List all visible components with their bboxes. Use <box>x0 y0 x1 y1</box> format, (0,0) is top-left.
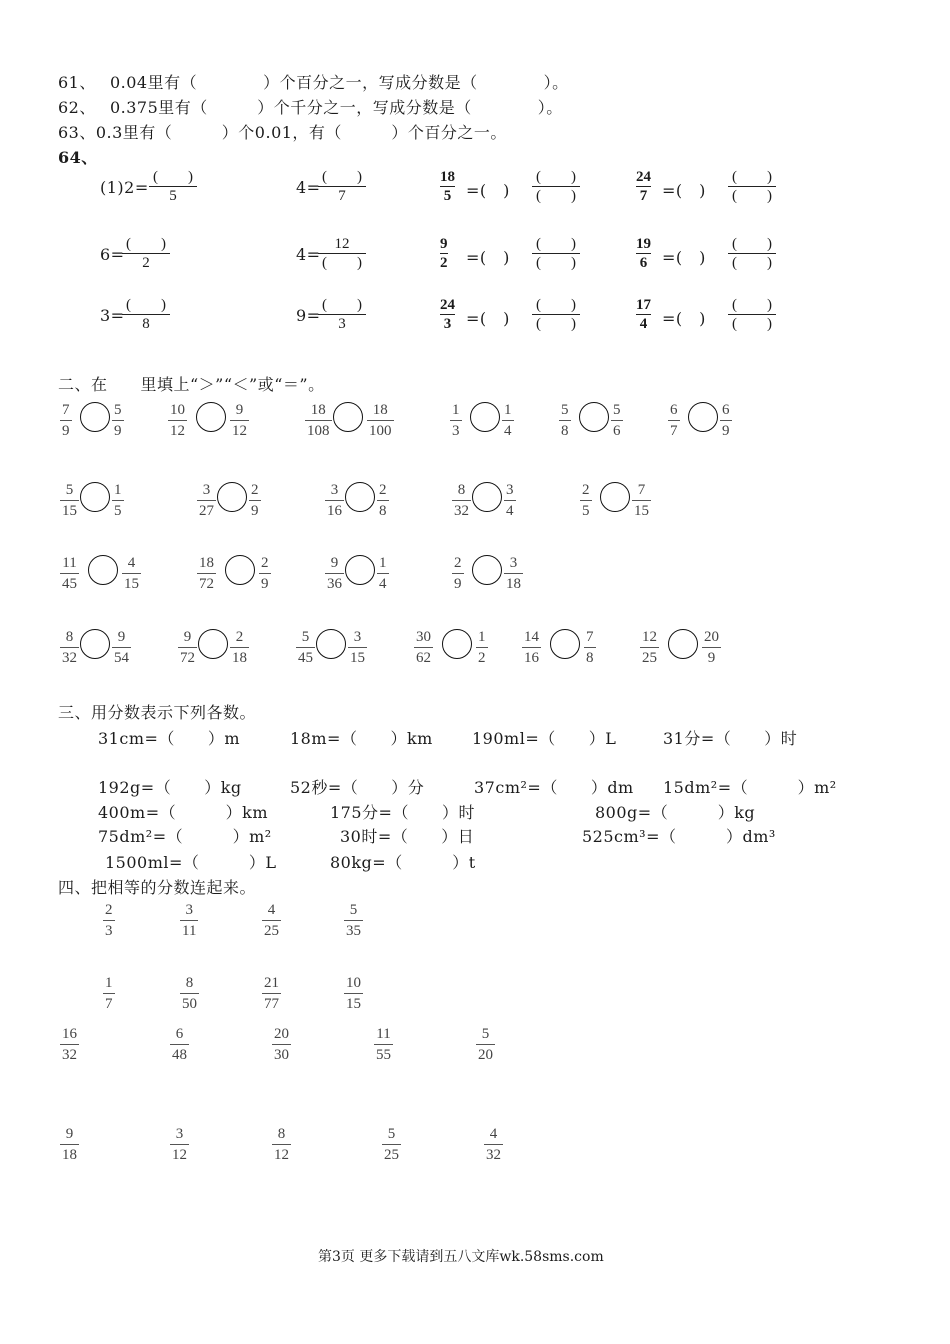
q64-answer-fraction <box>532 235 580 272</box>
match-fraction <box>262 973 281 1014</box>
q64-given-fraction <box>636 235 651 272</box>
numerator: ( ) <box>732 297 772 313</box>
q64-answer-fraction <box>728 168 776 205</box>
compare-circle <box>196 402 226 432</box>
question-62: 62、 0.375里有（ ）个千分之一，写成分数是（ ）。 <box>58 98 563 117</box>
numerator: 9 <box>440 236 448 252</box>
denominator: 62 <box>416 650 431 666</box>
denominator: 7 <box>670 423 678 439</box>
denominator: ( ) <box>732 188 772 204</box>
q64-equals-blank: =( ) <box>466 248 510 267</box>
compare-left-fraction <box>325 480 344 521</box>
denominator: 9 <box>62 423 70 439</box>
numerator: ( ) <box>126 236 166 252</box>
numerator: 9 <box>117 629 126 645</box>
compare-right-fraction <box>348 627 367 668</box>
compare-right-fraction <box>112 627 131 668</box>
denominator: 2 <box>478 650 486 666</box>
denominator: 9 <box>261 576 269 592</box>
compare-circle <box>550 629 580 659</box>
compare-left-fraction <box>668 400 680 441</box>
numerator: ( ) <box>153 169 193 185</box>
numerator: 3 <box>353 629 362 645</box>
numerator: 5 <box>481 1026 490 1042</box>
denominator: 2 <box>142 255 150 271</box>
denominator: 27 <box>199 503 214 519</box>
q64-answer-fraction <box>532 168 580 205</box>
q64-given-fraction <box>440 168 455 205</box>
compare-left-fraction <box>414 627 433 668</box>
compare-right-fraction <box>249 480 261 521</box>
denominator: 8 <box>561 423 569 439</box>
denominator: 8 <box>142 316 150 332</box>
numerator: 17 <box>636 297 651 313</box>
numerator: 9 <box>183 629 192 645</box>
compare-right-fraction <box>112 400 124 441</box>
match-fraction <box>272 1024 291 1065</box>
numerator: ( ) <box>536 236 576 252</box>
compare-right-fraction <box>367 400 394 441</box>
numerator: 3 <box>330 482 339 498</box>
denominator: 6 <box>639 255 648 271</box>
numerator: 2 <box>454 555 462 571</box>
denominator: 9 <box>454 576 462 592</box>
compare-circle <box>600 482 630 512</box>
denominator: 30 <box>274 1047 289 1063</box>
compare-left-fraction <box>522 627 541 668</box>
conversion-item: 192g=（ ）kg <box>98 778 242 797</box>
compare-circle <box>668 629 698 659</box>
numerator: 1 <box>379 555 387 571</box>
match-fraction <box>374 1024 393 1065</box>
compare-right-fraction <box>502 400 514 441</box>
denominator: 4 <box>504 423 512 439</box>
conversion-item: 190ml=（ ）L <box>472 729 617 748</box>
numerator: 11 <box>376 1026 391 1042</box>
numerator: 1 <box>114 482 122 498</box>
numerator: 2 <box>235 629 244 645</box>
compare-right-fraction <box>230 400 249 441</box>
numerator: 20 <box>274 1026 289 1042</box>
numerator: 9 <box>65 1126 74 1142</box>
compare-circle <box>345 555 375 585</box>
denominator: 45 <box>298 650 313 666</box>
q64-given-fraction <box>636 296 651 333</box>
numerator: 6 <box>670 402 678 418</box>
q64-equals-blank: =( ) <box>662 309 706 328</box>
numerator: ( ) <box>536 297 576 313</box>
conversion-item: 37cm²=（ ）dm <box>474 778 634 797</box>
numerator: 12 <box>642 629 657 645</box>
compare-right-fraction <box>377 480 389 521</box>
compare-left-fraction <box>450 400 462 441</box>
denominator: 32 <box>486 1147 501 1163</box>
numerator: 11 <box>62 555 77 571</box>
numerator: 3 <box>506 482 514 498</box>
denominator: 9 <box>114 423 122 439</box>
compare-right-fraction <box>611 400 623 441</box>
q64-answer-fraction <box>728 235 776 272</box>
denominator: 6 <box>613 423 621 439</box>
numerator: 9 <box>235 402 244 418</box>
match-fraction <box>60 1024 79 1065</box>
denominator: ( ) <box>536 188 576 204</box>
denominator: 8 <box>586 650 594 666</box>
numerator: 24 <box>440 297 455 313</box>
conversion-item: 52秒=（ ）分 <box>290 778 425 797</box>
match-fraction <box>344 973 363 1014</box>
numerator: 5 <box>613 402 621 418</box>
denominator: 72 <box>199 576 214 592</box>
numerator: 8 <box>457 482 466 498</box>
numerator: 9 <box>330 555 339 571</box>
compare-right-fraction <box>122 553 141 594</box>
conversion-item: 31分=（ ）时 <box>663 729 798 748</box>
compare-right-fraction <box>230 627 249 668</box>
denominator: 11 <box>182 923 197 939</box>
numerator: 4 <box>127 555 136 571</box>
compare-right-fraction <box>504 480 516 521</box>
numerator: 5 <box>65 482 74 498</box>
compare-left-fraction <box>60 480 79 521</box>
numerator: 8 <box>277 1126 286 1142</box>
numerator: 4 <box>267 902 276 918</box>
match-fraction <box>103 973 115 1014</box>
numerator: 2 <box>582 482 590 498</box>
match-fraction <box>484 1124 503 1165</box>
page-footer: 第3页 更多下载请到五八文库wk.58sms.com <box>318 1249 604 1265</box>
q64-equals-blank: =( ) <box>466 309 510 328</box>
denominator: 16 <box>327 503 342 519</box>
q64-answer-fraction <box>532 296 580 333</box>
denominator: 20 <box>478 1047 493 1063</box>
match-fraction <box>170 1124 189 1165</box>
compare-right-fraction <box>377 553 389 594</box>
compare-left-fraction <box>168 400 187 441</box>
compare-circle <box>472 482 502 512</box>
compare-left-fraction <box>60 400 72 441</box>
q64-lhs: 3= <box>100 306 125 325</box>
denominator: 16 <box>524 650 539 666</box>
denominator: 4 <box>506 503 514 519</box>
denominator: 50 <box>182 996 197 1012</box>
denominator: 12 <box>232 423 247 439</box>
numerator: 2 <box>379 482 387 498</box>
denominator: 32 <box>62 1047 77 1063</box>
match-fraction <box>272 1124 291 1165</box>
denominator: 8 <box>379 503 387 519</box>
denominator: 12 <box>274 1147 289 1163</box>
conversion-item: 18m=（ ）km <box>290 729 433 748</box>
compare-circle <box>345 482 375 512</box>
compare-circle <box>225 555 255 585</box>
denominator: 108 <box>307 423 330 439</box>
q64-equals-blank: =( ) <box>662 181 706 200</box>
compare-right-fraction <box>632 480 651 521</box>
conversion-item: 31cm=（ ）m <box>98 729 241 748</box>
numerator: 18 <box>440 169 455 185</box>
conversion-item: 75dm²=（ ）m² <box>98 827 272 846</box>
q64-given-fraction <box>440 296 455 333</box>
denominator: 7 <box>338 188 346 204</box>
numerator: 7 <box>586 629 594 645</box>
numerator: 24 <box>636 169 651 185</box>
match-fraction <box>180 900 198 941</box>
compare-left-fraction <box>559 400 571 441</box>
compare-right-fraction <box>720 400 732 441</box>
denominator: 3 <box>443 316 452 332</box>
conversion-item: 30时=（ ）日 <box>340 827 475 846</box>
conversion-item: 1500ml=（ ）L <box>105 853 277 872</box>
denominator: 77 <box>264 996 279 1012</box>
question-63: 63、0.3里有（ ）个0.01，有（ ）个百分之一。 <box>58 123 507 142</box>
denominator: 5 <box>114 503 122 519</box>
match-fraction <box>170 1024 189 1065</box>
compare-left-fraction <box>197 553 216 594</box>
denominator: ( ) <box>732 316 772 332</box>
compare-left-fraction <box>178 627 197 668</box>
denominator: 25 <box>264 923 279 939</box>
numerator: 18 <box>199 555 214 571</box>
compare-right-fraction <box>112 480 124 521</box>
denominator: 3 <box>452 423 460 439</box>
section-2-title: 二、在 里填上“＞”“＜”或“＝”。 <box>58 375 325 394</box>
denominator: 32 <box>62 650 77 666</box>
numerator: ( ) <box>536 169 576 185</box>
match-fraction <box>476 1024 495 1065</box>
numerator: 21 <box>264 975 279 991</box>
denominator: 32 <box>454 503 469 519</box>
numerator: 18 <box>310 402 326 418</box>
denominator: 18 <box>506 576 521 592</box>
compare-circle <box>217 482 247 512</box>
compare-circle <box>88 555 118 585</box>
question-61: 61、 0.04里有（ ）个百分之一，写成分数是（ ）。 <box>58 73 569 92</box>
compare-circle <box>442 629 472 659</box>
denominator: 72 <box>180 650 195 666</box>
denominator: 5 <box>582 503 590 519</box>
compare-right-fraction <box>504 553 523 594</box>
numerator: 3 <box>175 1126 184 1142</box>
conversion-item: 15dm²=（ ）m² <box>663 778 837 797</box>
q64-lhs: 4= <box>296 178 321 197</box>
denominator: ( ) <box>536 255 576 271</box>
denominator: 54 <box>114 650 129 666</box>
numerator: ( ) <box>732 236 772 252</box>
compare-circle <box>198 629 228 659</box>
numerator: 5 <box>114 402 122 418</box>
compare-left-fraction <box>580 480 592 521</box>
match-fraction <box>60 1124 79 1165</box>
denominator: 100 <box>369 423 392 439</box>
denominator: 12 <box>172 1147 187 1163</box>
q64-answer-fraction <box>122 296 170 333</box>
denominator: 55 <box>376 1047 391 1063</box>
match-fraction <box>103 900 115 941</box>
compare-right-fraction <box>702 627 721 668</box>
numerator: 3 <box>509 555 518 571</box>
numerator: 10 <box>170 402 185 418</box>
numerator: 6 <box>175 1026 184 1042</box>
denominator: 4 <box>639 316 648 332</box>
numerator: 20 <box>704 629 719 645</box>
compare-circle <box>470 402 500 432</box>
denominator: 25 <box>384 1147 399 1163</box>
numerator: 1 <box>504 402 512 418</box>
numerator: 1 <box>452 402 460 418</box>
denominator: 4 <box>379 576 387 592</box>
compare-right-fraction <box>259 553 271 594</box>
numerator: 3 <box>202 482 211 498</box>
q64-equals-blank: =( ) <box>662 248 706 267</box>
compare-left-fraction <box>452 553 464 594</box>
denominator: ( ) <box>322 255 362 271</box>
denominator: 36 <box>327 576 342 592</box>
denominator: 15 <box>124 576 139 592</box>
denominator: 15 <box>62 503 77 519</box>
numerator: 6 <box>722 402 730 418</box>
numerator: 19 <box>636 236 651 252</box>
section-4-title: 四、把相等的分数连起来。 <box>58 878 257 897</box>
denominator: 48 <box>172 1047 187 1063</box>
q64-answer-fraction <box>149 168 197 205</box>
q64-answer-fraction <box>318 235 366 272</box>
q64-given-fraction <box>636 168 651 205</box>
denominator: 15 <box>346 996 361 1012</box>
numerator: 5 <box>387 1126 396 1142</box>
denominator: 3 <box>105 923 113 939</box>
compare-left-fraction <box>452 480 471 521</box>
compare-right-fraction <box>476 627 488 668</box>
match-fraction <box>262 900 281 941</box>
compare-left-fraction <box>305 400 332 441</box>
q64-answer-fraction <box>122 235 170 272</box>
conversion-item: 400m=（ ）km <box>98 803 268 822</box>
numerator: 2 <box>251 482 259 498</box>
denominator: 2 <box>440 255 448 271</box>
q64-equals-blank: =( ) <box>466 181 510 200</box>
denominator: 7 <box>639 188 648 204</box>
compare-circle <box>333 402 363 432</box>
compare-circle <box>80 402 110 432</box>
compare-circle <box>316 629 346 659</box>
numerator: 2 <box>105 902 113 918</box>
numerator: 2 <box>261 555 269 571</box>
numerator: 7 <box>637 482 646 498</box>
compare-circle <box>472 555 502 585</box>
compare-left-fraction <box>296 627 315 668</box>
question-64-label: 64、 <box>58 148 98 167</box>
compare-circle <box>579 402 609 432</box>
denominator: 35 <box>346 923 361 939</box>
numerator: 8 <box>185 975 194 991</box>
compare-left-fraction <box>60 627 79 668</box>
q64-lhs: (1)2= <box>100 178 149 197</box>
q64-lhs: 4= <box>296 245 321 264</box>
denominator: 9 <box>707 650 716 666</box>
compare-left-fraction <box>60 553 79 594</box>
numerator: 10 <box>346 975 361 991</box>
denominator: 12 <box>170 423 185 439</box>
numerator: 30 <box>416 629 431 645</box>
numerator: 5 <box>561 402 569 418</box>
denominator: ( ) <box>732 255 772 271</box>
denominator: 45 <box>62 576 77 592</box>
denominator: ( ) <box>536 316 576 332</box>
conversion-item: 80kg=（ ）t <box>330 853 476 872</box>
q64-answer-fraction <box>728 296 776 333</box>
numerator: 16 <box>62 1026 77 1042</box>
q64-given-fraction <box>440 235 448 272</box>
denominator: 25 <box>642 650 657 666</box>
denominator: 9 <box>722 423 730 439</box>
numerator: 3 <box>185 902 193 918</box>
numerator: ( ) <box>322 297 362 313</box>
numerator: 5 <box>301 629 310 645</box>
q64-answer-fraction <box>318 168 366 205</box>
numerator: 5 <box>349 902 358 918</box>
q64-lhs: 6= <box>100 245 125 264</box>
compare-circle <box>80 482 110 512</box>
q64-answer-fraction <box>318 296 366 333</box>
numerator: 1 <box>105 975 113 991</box>
compare-left-fraction <box>640 627 659 668</box>
compare-circle <box>688 402 718 432</box>
compare-left-fraction <box>197 480 216 521</box>
compare-left-fraction <box>325 553 344 594</box>
denominator: 15 <box>350 650 365 666</box>
compare-right-fraction <box>584 627 596 668</box>
denominator: 18 <box>232 650 247 666</box>
q64-lhs: 9= <box>296 306 321 325</box>
denominator: 9 <box>251 503 259 519</box>
match-fraction <box>344 900 363 941</box>
numerator: ( ) <box>322 169 362 185</box>
numerator: 1 <box>478 629 486 645</box>
denominator: 18 <box>62 1147 77 1163</box>
denominator: 5 <box>169 188 177 204</box>
match-fraction <box>382 1124 401 1165</box>
numerator: 4 <box>489 1126 498 1142</box>
numerator: ( ) <box>126 297 166 313</box>
conversion-item: 800g=（ ）kg <box>595 803 756 822</box>
numerator: ( ) <box>732 169 772 185</box>
numerator: 7 <box>62 402 70 418</box>
numerator: 12 <box>334 236 350 252</box>
numerator: 8 <box>65 629 74 645</box>
denominator: 3 <box>338 316 346 332</box>
denominator: 7 <box>105 996 113 1012</box>
denominator: 15 <box>634 503 649 519</box>
numerator: 14 <box>524 629 539 645</box>
section-3-title: 三、用分数表示下列各数。 <box>58 703 257 722</box>
conversion-item: 175分=（ ）时 <box>330 803 475 822</box>
denominator: 5 <box>443 188 452 204</box>
match-fraction <box>180 973 199 1014</box>
conversion-item: 525cm³=（ ）dm³ <box>582 827 776 846</box>
numerator: 18 <box>372 402 388 418</box>
compare-circle <box>80 629 110 659</box>
